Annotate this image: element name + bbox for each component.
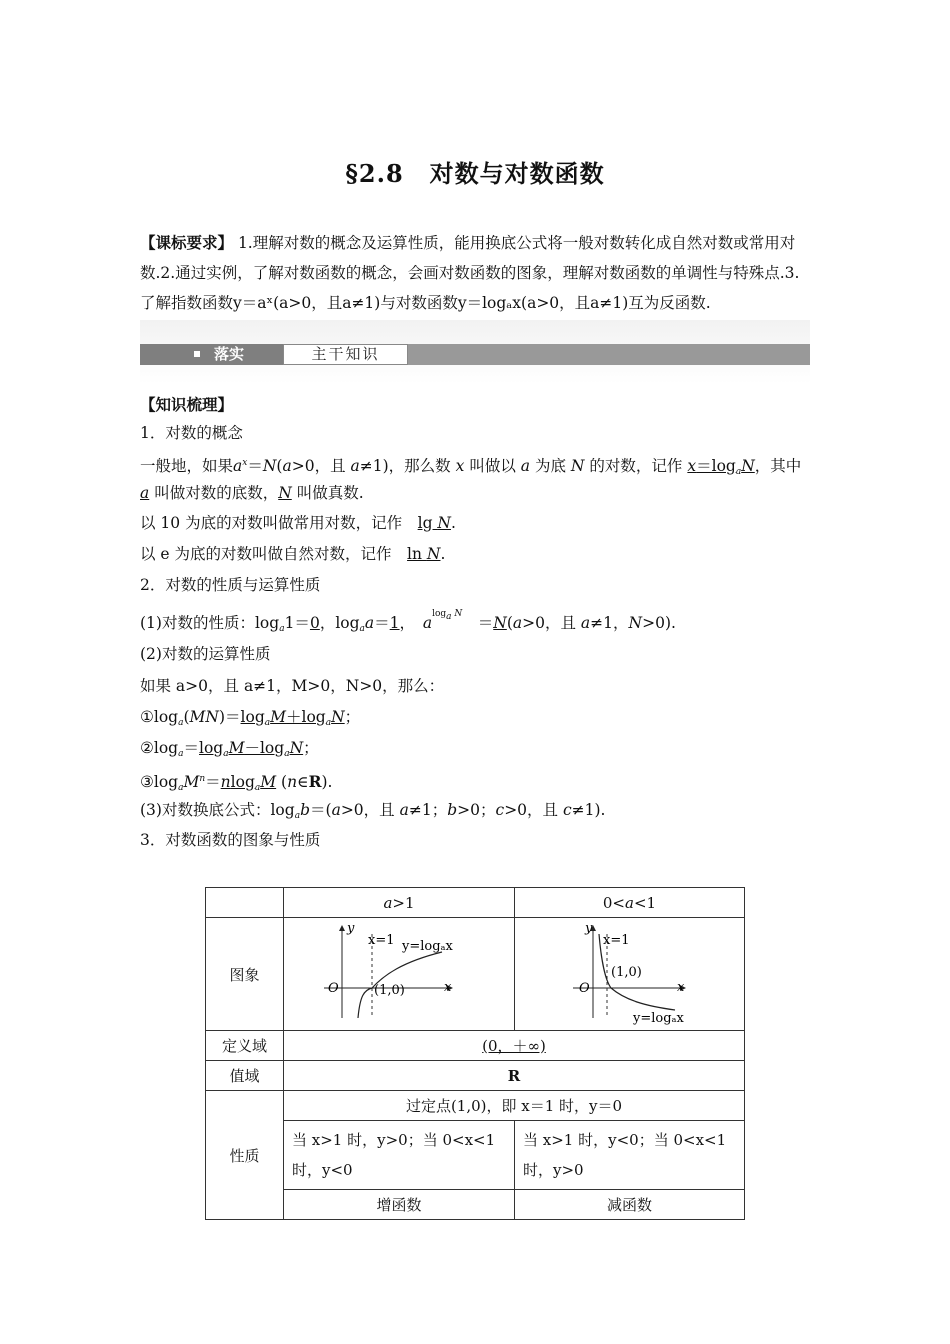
- knowledge-heading: 【知识梳理】: [140, 395, 234, 414]
- label-asymptote: x=1: [603, 933, 630, 948]
- graph-a-lt-1: [515, 918, 744, 1030]
- square-bullet-icon: [194, 351, 200, 357]
- graph-a-gt-1: [284, 918, 514, 1030]
- table-row: [206, 1061, 745, 1091]
- s2-line1: (1)对数的性质：$\log_a1=0$，$\log_aa=1$， $a^{log_a N}$ ＝N(a>0，且 a≠1，N>0).: [140, 609, 676, 634]
- label-function: y=logₐx: [402, 939, 453, 954]
- row-label-graph: 图象: [206, 918, 284, 1031]
- requirement-label: 【课标要求】: [140, 233, 234, 252]
- s1-line3: 以 10 为底的对数叫做常用对数，记作 lg N.: [140, 514, 456, 532]
- s1-line4: 以 e 为底的对数叫做自然对数，记作 ln N.: [140, 545, 446, 563]
- range-value: R: [284, 1061, 745, 1091]
- table-row: [206, 1091, 745, 1121]
- s2-line4: $①\log_a(MN)=\log_aM+\log_aN$；: [140, 708, 361, 728]
- row-label-properties: 性质: [206, 1091, 284, 1220]
- table-row: [206, 1190, 745, 1220]
- sign-a-gt-1: 当 x>1 时，y>0；当 0<x<1 时，y<0: [284, 1121, 515, 1190]
- label-y: y: [585, 921, 593, 936]
- graph-a-lt-1-cell: [515, 918, 745, 1031]
- label-point: (1,0): [374, 983, 405, 998]
- s2-title: 2．对数的性质与运算性质: [140, 576, 321, 594]
- section-banner: [140, 320, 810, 384]
- s2-line6: $③\log_aM^n=nlog_aM$ (n∈R).: [140, 772, 333, 793]
- s2-line7: (3)对数换底公式：$\log_ab=(a>0$，且 a≠1；b>0；c>0，且 c≠1).: [140, 801, 606, 821]
- label-origin: O: [579, 981, 590, 996]
- monotonic-decreasing: 减函数: [515, 1190, 745, 1220]
- col-header-a-gt-1: a>1: [284, 888, 515, 918]
- s1-title: 1．对数的概念: [140, 424, 243, 442]
- s2-line3: 如果 a>0，且 a≠1，M>0，N>0，那么：: [140, 677, 445, 695]
- label-x: x: [677, 980, 685, 995]
- label-y: y: [347, 921, 355, 936]
- graph-a-gt-1-cell: [284, 918, 515, 1031]
- banner-dark-tab: [140, 344, 283, 365]
- sign-a-lt-1: 当 x>1 时，y<0；当 0<x<1 时，y>0: [515, 1121, 745, 1190]
- label-function: y=logₐx: [633, 1011, 684, 1026]
- requirement-text: 1.理解对数的概念及运算性质，能用换底公式将一般对数转化成自然对数或常用对数.2.通过实例，了解对数函数的概念，会画对数函数的图象，理解对数函数的单调性与特殊点.3.了解指数函数y＝aˣ(a>0，且a≠1)与对数函数y＝logₐx(a>0，且a≠1)互为反函数.: [140, 234, 800, 312]
- label-origin: O: [328, 981, 339, 996]
- row-label-range: 值域: [206, 1061, 284, 1091]
- table-row: [206, 1031, 745, 1061]
- banner-dark-label: 落实: [214, 345, 245, 363]
- label-asymptote: x=1: [368, 933, 395, 948]
- s1-line2: a 叫做对数的底数，N 叫做真数.: [140, 484, 364, 502]
- s3-title: 3．对数函数的图象与性质: [140, 831, 321, 849]
- table-row: [206, 1121, 745, 1190]
- log-function-table: [205, 887, 745, 1220]
- s2-line5: $②\log_a=\log_aM-\log_aN$；: [140, 739, 319, 759]
- section-title: 对数与对数函数: [429, 159, 605, 188]
- monotonic-increasing: 增函数: [284, 1190, 515, 1220]
- banner-light-tab: 主干知识: [283, 344, 408, 365]
- course-requirement: [140, 228, 812, 318]
- section-number: §2.8: [345, 159, 404, 188]
- domain-value: (0，＋∞): [284, 1031, 745, 1061]
- col-header-a-lt-1: 0<a<1: [515, 888, 745, 918]
- label-x: x: [444, 980, 452, 995]
- row-label-domain: 定义域: [206, 1031, 284, 1061]
- table-row: [206, 888, 745, 918]
- fixed-point: 过定点(1,0)，即 x＝1 时，y＝0: [284, 1091, 745, 1121]
- s2-line2: (2)对数的运算性质: [140, 645, 271, 663]
- label-point: (1,0): [611, 965, 642, 980]
- s1-line1: 一般地，如果$a^x=N(a>0$，且 a≠1)，那么数 x 叫做以 a 为底 N 的对数，记作 $x=\log_aN$，其中: [140, 457, 802, 477]
- page-title: [0, 154, 950, 189]
- table-row: [206, 918, 745, 1031]
